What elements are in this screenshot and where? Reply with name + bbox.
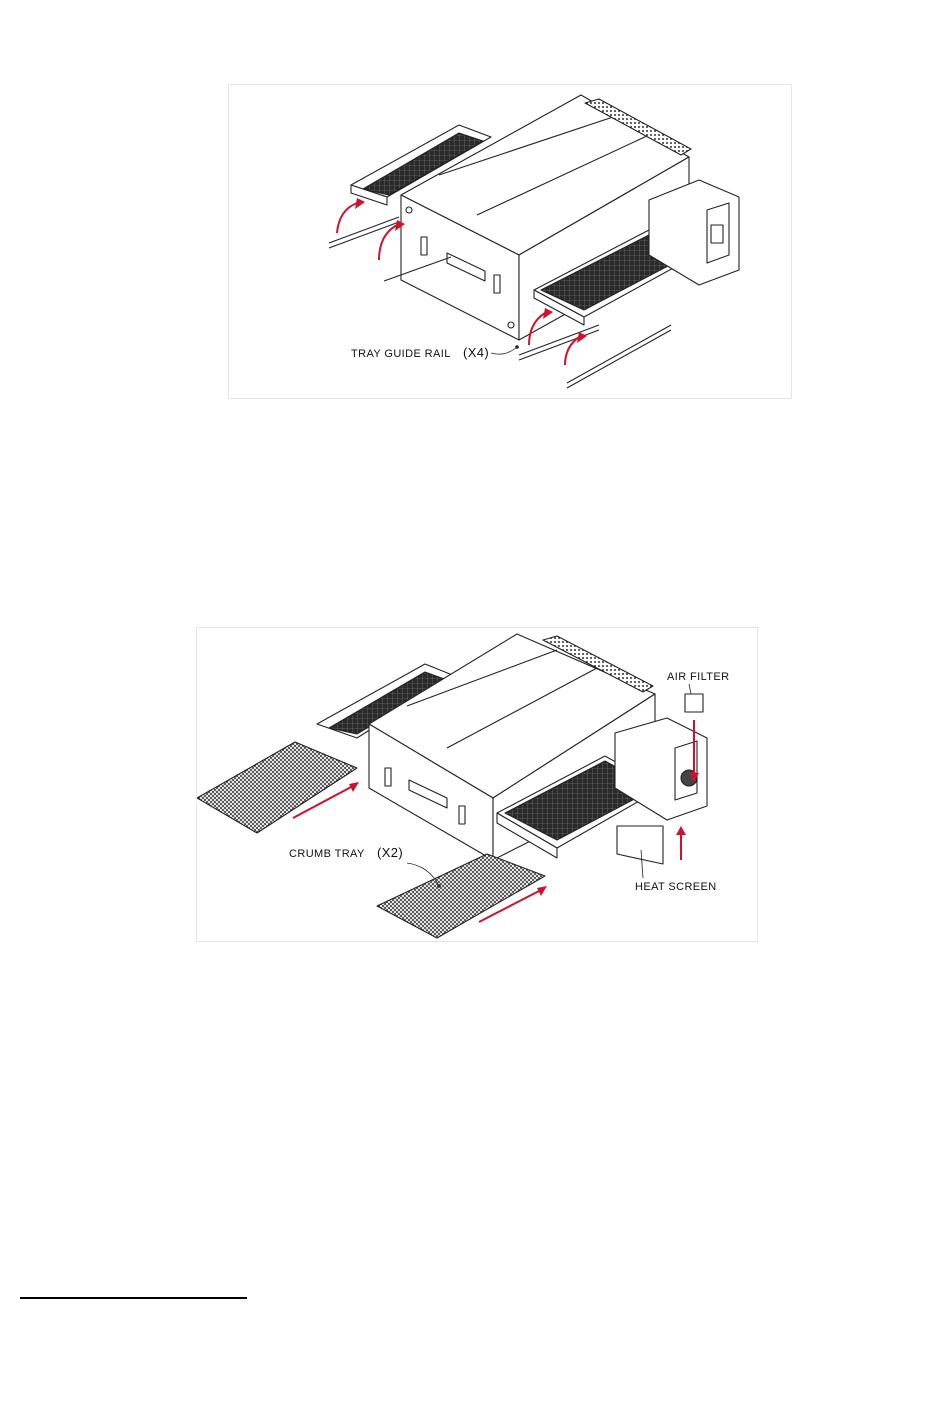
tray-guide-rail-figure: [228, 84, 792, 399]
oven-tray-diagram: [197, 628, 757, 941]
footnote-separator: [20, 1297, 247, 1299]
crumb-tray-qty: (X2): [377, 845, 404, 860]
crumb-tray-left: [197, 742, 357, 833]
heat-screen-label: HEAT SCREEN: [635, 881, 717, 893]
crumb-tray-right: [377, 854, 545, 938]
heat-screen: [617, 826, 663, 864]
crumb-tray-filter-figure: [196, 627, 758, 942]
crumb-tray-label: CRUMB TRAY: [289, 848, 365, 860]
air-filter-label: AIR FILTER: [667, 671, 730, 683]
tray-guide-rail-label: TRAY GUIDE RAIL: [351, 348, 451, 360]
oven-rail-diagram: [229, 85, 791, 398]
air-filter: [685, 694, 703, 712]
tray-guide-rail-qty: (X4): [463, 345, 490, 360]
